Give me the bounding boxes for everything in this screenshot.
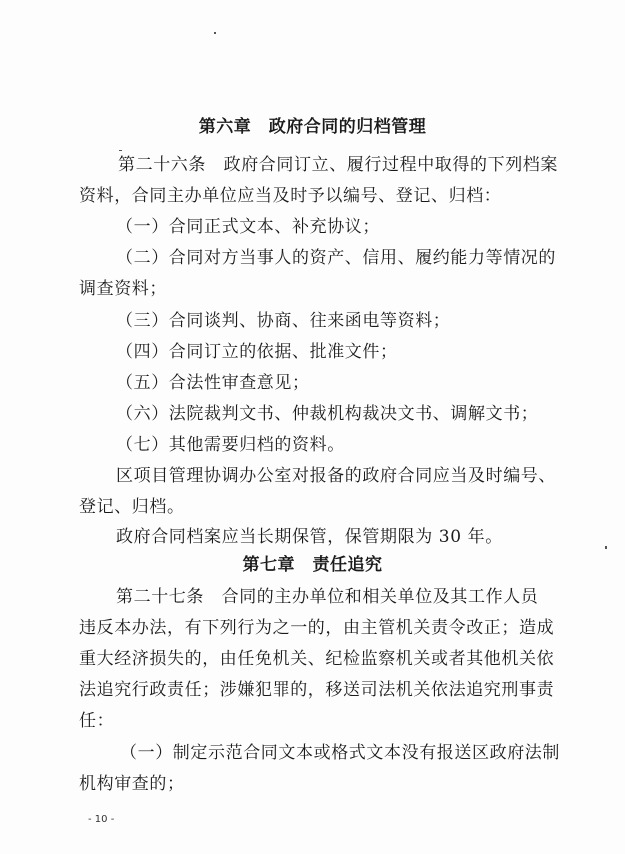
scan-speck: [605, 546, 607, 549]
article-27-line-5: 任：: [79, 711, 115, 731]
article-27-line-1: 第二十七条 合同的主办单位和相关单位及其工作人员: [116, 587, 539, 607]
list-item-6: （六）法院裁判文书、仲裁机构裁决文书、调解文书；: [116, 404, 539, 424]
list-item-1: （一）合同正式文本、补充协议；: [116, 217, 380, 237]
chapter-7-item-1-line-2: 机构审查的；: [79, 774, 185, 794]
list-item-2-line-1: （二）合同对方当事人的资产、信用、履约能力等情况的: [116, 248, 556, 268]
scan-speck: [214, 32, 216, 34]
article-26-line-1: 第二十六条 政府合同订立、履行过程中取得的下列档案: [118, 155, 558, 175]
chapter-7-title: 第七章 责任追究: [242, 555, 383, 575]
article-27-line-4: 法追究行政责任；涉嫌犯罪的，移送司法机关依法追究刑事责: [79, 680, 555, 700]
list-item-3: （三）合同谈判、协商、往来函电等资料；: [116, 311, 451, 331]
article-27-line-3: 重大经济损失的，由任免机关、纪检监察机关或者其他机关依: [79, 649, 555, 669]
page-number: - 10 -: [88, 814, 115, 825]
article-27-line-2: 违反本办法，有下列行为之一的，由主管机关责令改正；造成: [79, 618, 555, 638]
chapter-6-title: 第六章 政府合同的归档管理: [198, 117, 427, 137]
paragraph-archiving-line-2: 登记、归档。: [79, 497, 185, 517]
article-26-line-2: 资料，合同主办单位应当及时予以编号、登记、归档：: [79, 186, 502, 206]
list-item-5: （五）合法性审查意见；: [116, 373, 310, 393]
chapter-7-item-1-line-1: （一）制定示范合同文本或格式文本没有报送区政府法制: [120, 743, 560, 763]
list-item-7: （七）其他需要归档的资料。: [116, 435, 345, 455]
paragraph-archiving-line-1: 区项目管理协调办公室对报备的政府合同应当及时编号、: [116, 466, 556, 486]
paragraph-retention: 政府合同档案应当长期保管，保管期限为 30 年。: [116, 527, 503, 547]
list-item-4: （四）合同订立的依据、批准文件；: [116, 342, 398, 362]
list-item-2-line-2: 调查资料；: [79, 279, 167, 299]
